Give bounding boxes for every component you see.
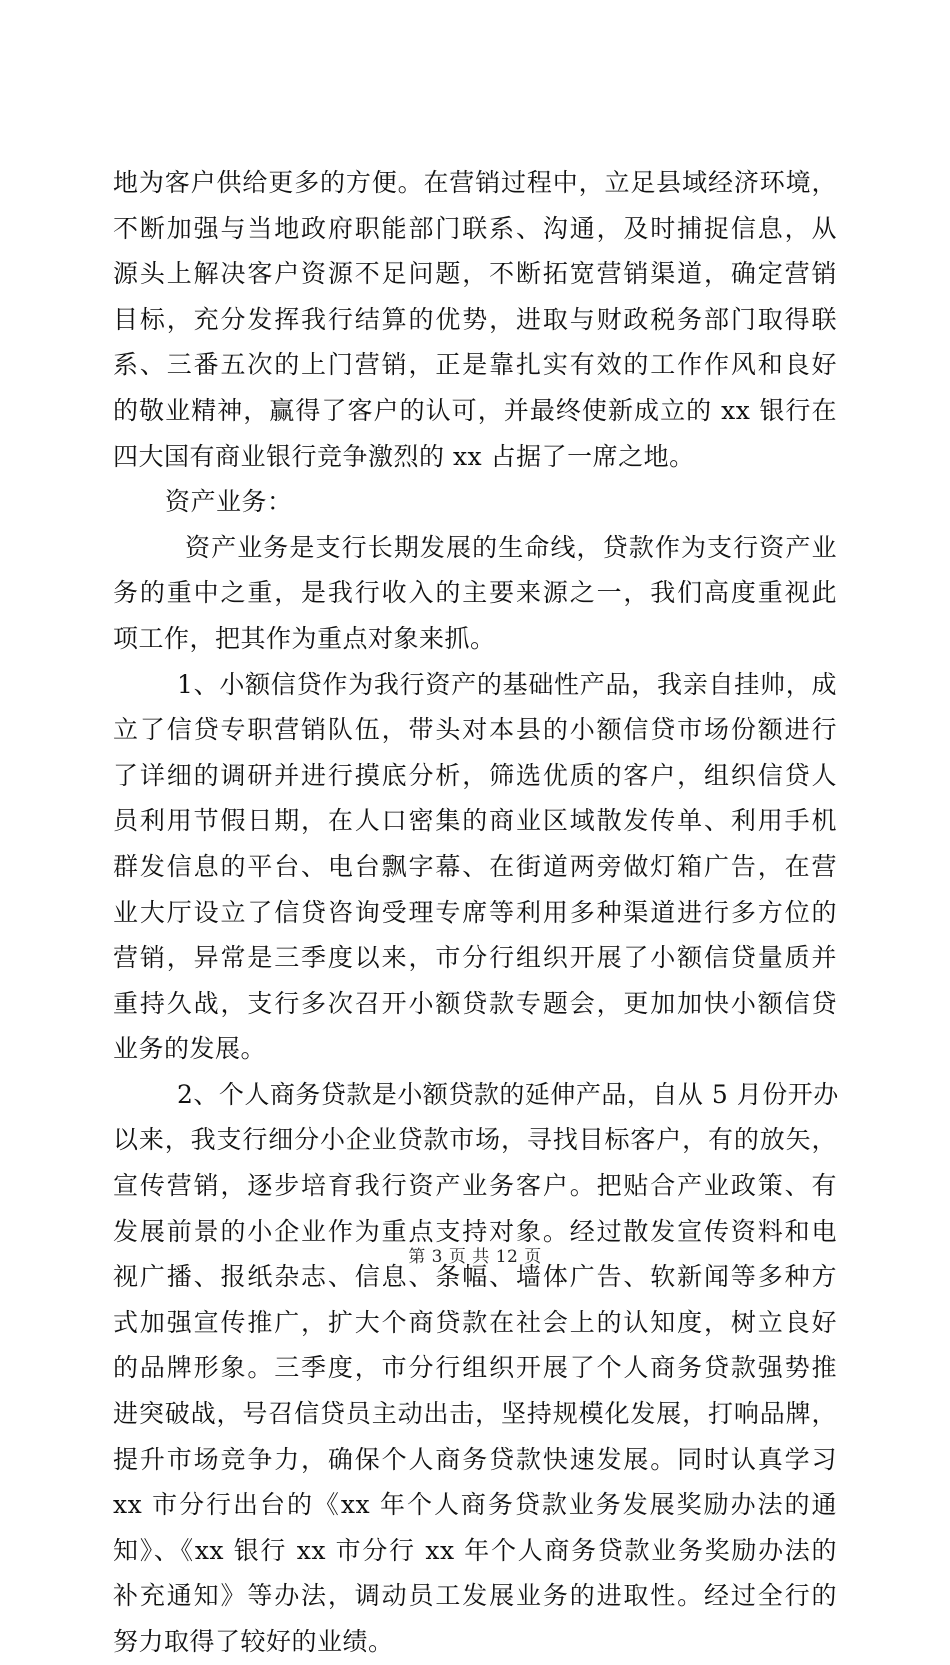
text-line: 不断加强与当地政府职能部门联系、沟通，及时捕捉信息，从 <box>113 213 837 243</box>
text-line: 进突破战，号召信贷员主动出击，坚持规模化发展，打响品牌， <box>113 1399 837 1429</box>
page-footer <box>0 1242 950 1267</box>
text-line: 了详细的调研并进行摸底分析，筛选优质的客户，组织信贷人 <box>113 760 837 790</box>
text-line: 重持久战，支行多次召开小额贷款专题会，更加加快小额信贷 <box>113 988 837 1018</box>
text-line: 目标，充分发挥我行结算的优势，进取与财政税务部门取得联 <box>113 304 837 334</box>
text-line: 源头上解决客户资源不足问题，不断拓宽营销渠道，确定营销 <box>113 259 837 289</box>
paragraph-start: 1、小额信贷作为我行资产的基础性产品，我亲自挂帅，成 <box>177 669 837 699</box>
document-body <box>113 160 837 1665</box>
text-line: 四大国有商业银行竞争激烈的 xx 占据了一席之地。 <box>113 441 695 471</box>
text-line: 努力取得了较好的业绩。 <box>113 1627 394 1656</box>
text-line: 视广播、报纸杂志、信息、条幅、墙体广告、软新闻等多种方 <box>113 1262 837 1292</box>
text-line: 项工作，把其作为重点对象来抓。 <box>113 623 496 653</box>
text-line: 知》、《xx 银行 xx 市分行 xx 年个人商务贷款业务奖励办法的 <box>113 1535 837 1565</box>
text-line: 宣传营销，逐步培育我行资产业务客户。把贴合产业政策、有 <box>113 1171 837 1201</box>
paragraph-start: 2、个人商务贷款是小额贷款的延伸产品，自从 5 月份开办 <box>177 1079 839 1109</box>
text-line: 以来，我支行细分小企业贷款市场，寻找目标客户，有的放矢， <box>113 1125 837 1155</box>
text-line: 式加强宣传推广，扩大个商贷款在社会上的认知度，树立良好 <box>113 1307 837 1337</box>
text-line: 立了信贷专职营销队伍，带头对本县的小额信贷市场份额进行 <box>113 715 837 745</box>
text-line: 的敬业精神，赢得了客户的认可，并最终使新成立的 xx 银行在 <box>113 395 837 425</box>
text-line: 系、三番五次的上门营销，正是靠扎实有效的工作作风和良好 <box>113 350 837 380</box>
text-line: 务的重中之重，是我行收入的主要来源之一，我们高度重视此 <box>113 578 837 608</box>
text-line: 营销，异常是三季度以来，市分行组织开展了小额信贷量质并 <box>113 943 837 973</box>
text-line: 提升市场竞争力，确保个人商务贷款快速发展。同时认真学习 <box>113 1444 837 1474</box>
text-line: 员利用节假日期，在人口密集的商业区域散发传单、利用手机 <box>113 806 837 836</box>
text-line: 业大厅设立了信贷咨询受理专席等利用多种渠道进行多方位的 <box>113 897 837 927</box>
text-line: 群发信息的平台、电台飘字幕、在街道两旁做灯箱广告，在营 <box>113 851 837 881</box>
text-line: 的品牌形象。三季度，市分行组织开展了个人商务贷款强势推 <box>113 1353 837 1383</box>
text-line: 业务的发展。 <box>113 1034 267 1064</box>
text-line: 补充通知》等办法，调动员工发展业务的进取性。经过全行的 <box>113 1581 837 1611</box>
page-number: 第 3 页 共 12 页 <box>408 1247 542 1267</box>
text-line: 发展前景的小企业作为重点支持对象。经过散发宣传资料和电 <box>113 1216 837 1246</box>
text-line: xx 市分行出台的《xx 年个人商务贷款业务发展奖励办法的通 <box>113 1490 837 1520</box>
text-line: 地为客户供给更多的方便。在营销过程中，立足县域经济环境， <box>113 168 837 197</box>
section-heading: 资产业务： <box>165 487 293 517</box>
paragraph-start: 资产业务是支行长期发展的生命线，贷款作为支行资产业 <box>185 532 837 562</box>
